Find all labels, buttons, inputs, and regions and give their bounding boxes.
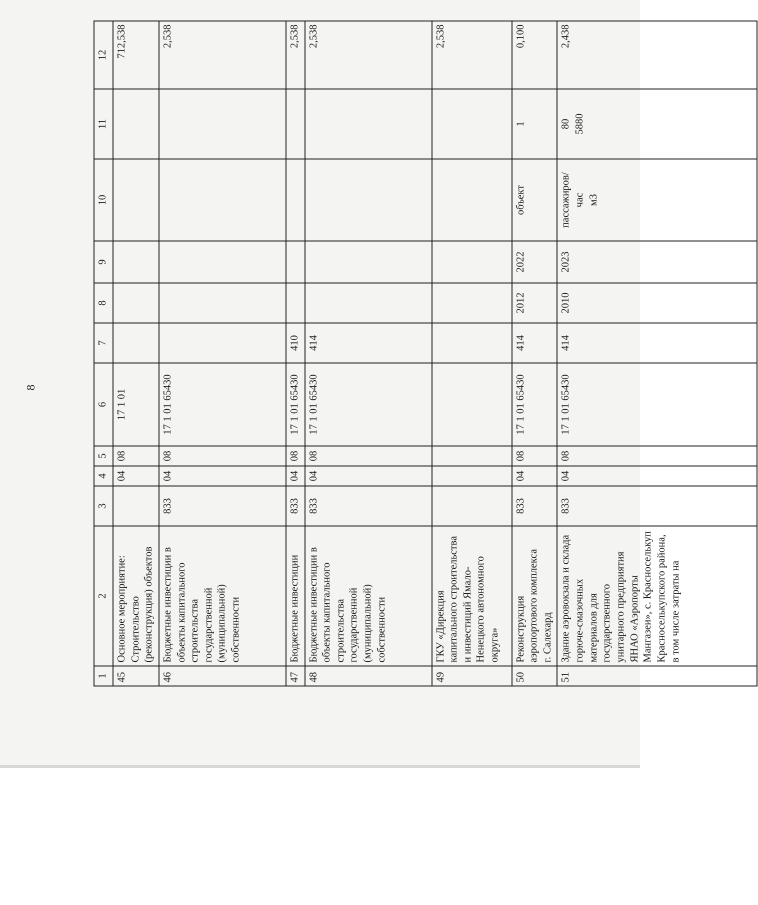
cell-line: Мангазеи», с. Красноселькуп xyxy=(642,531,654,663)
cell-line: пассажиров/ xyxy=(560,172,572,228)
target-article-cell: 17 1 01 xyxy=(113,363,159,446)
table-row xyxy=(512,21,558,686)
cell-line: ГКУ «Дирекция xyxy=(435,590,447,663)
amount-cell: 2,538 xyxy=(432,21,512,89)
cell-line: Бюджетные инвестиции xyxy=(289,554,301,663)
end-year-cell xyxy=(159,241,286,283)
cell-line: строительства xyxy=(335,598,347,663)
end-year-cell xyxy=(113,241,159,283)
header-cell: 12 xyxy=(94,21,113,89)
item-name-cell xyxy=(113,526,159,666)
header-cell: 6 xyxy=(94,363,113,446)
expense-type-cell xyxy=(159,323,286,363)
code-cell xyxy=(113,486,159,526)
amount-cell: 2,538 xyxy=(159,21,286,89)
code-cell: 833 xyxy=(286,486,305,526)
code-cell: 833 xyxy=(159,486,286,526)
cell-line: и инвестиций Ямало- xyxy=(462,566,474,663)
expense-type-cell: 410 xyxy=(286,323,305,363)
unit-cell xyxy=(557,159,757,241)
capacity-cell xyxy=(286,89,305,159)
cell-line: капитального строительства xyxy=(448,536,460,663)
subsection-cell: 08 xyxy=(512,446,558,466)
cell-line: Реконструкция xyxy=(515,595,527,663)
table-row xyxy=(113,21,159,686)
header-cell: 5 xyxy=(94,446,113,466)
subsection-cell xyxy=(432,446,512,466)
cell-line: собственности xyxy=(376,596,388,663)
subsection-cell: 08 xyxy=(286,446,305,466)
row-number-cell: 49 xyxy=(432,666,512,686)
item-name-cell xyxy=(512,526,558,666)
row-number-cell: 46 xyxy=(159,666,286,686)
item-name-cell xyxy=(286,526,305,666)
target-article-cell: 17 1 01 65430 xyxy=(305,363,432,446)
cell-line: м3 xyxy=(588,194,600,206)
cell-line: г. Салехард xyxy=(542,612,554,663)
amount-cell: 2,438 xyxy=(557,21,757,89)
item-name-cell xyxy=(557,526,757,666)
row-number-cell: 51 xyxy=(557,666,757,686)
cell-line: 5880 xyxy=(574,113,586,135)
target-article-cell: 17 1 01 65430 xyxy=(557,363,757,446)
unit-cell xyxy=(432,159,512,241)
amount-cell: 2,538 xyxy=(305,21,432,89)
page-number: 8 xyxy=(23,384,38,391)
expense-type-cell: 414 xyxy=(305,323,432,363)
item-name-cell xyxy=(305,526,432,666)
capacity-cell xyxy=(432,89,512,159)
amount-cell: 2,538 xyxy=(286,21,305,89)
cell-line: унитарного предприятия xyxy=(615,551,627,663)
cell-line: горюче-смазочных xyxy=(574,578,586,663)
subsection-cell: 08 xyxy=(305,446,432,466)
table-row xyxy=(159,21,286,686)
header-cell: 1 xyxy=(94,666,113,686)
target-article-cell: 17 1 01 65430 xyxy=(159,363,286,446)
unit-cell xyxy=(286,159,305,241)
amount-cell: 0,100 xyxy=(512,21,558,89)
section-cell: 04 xyxy=(305,466,432,486)
expense-type-cell xyxy=(113,323,159,363)
target-article-cell: 17 1 01 65430 xyxy=(512,363,558,446)
section-cell: 04 xyxy=(286,466,305,486)
unit-cell xyxy=(159,159,286,241)
row-number-cell: 50 xyxy=(512,666,558,686)
header-row xyxy=(94,21,113,686)
header-cell: 11 xyxy=(94,89,113,159)
investment-table xyxy=(94,21,758,687)
cell-line: Бюджетные инвестиции в xyxy=(308,547,320,663)
code-cell: 833 xyxy=(512,486,558,526)
cell-line: 1 xyxy=(515,121,527,127)
cell-line: час xyxy=(574,192,586,208)
cell-line: материалов для xyxy=(588,593,600,663)
cell-line: ЯНАО «Аэропорты xyxy=(629,575,641,663)
scan-edge xyxy=(0,765,640,768)
target-article-cell: 17 1 01 65430 xyxy=(286,363,305,446)
expense-type-cell: 414 xyxy=(512,323,558,363)
cell-line: государственной xyxy=(203,587,215,663)
header-cell: 2 xyxy=(94,526,113,666)
start-year-cell xyxy=(432,283,512,323)
start-year-cell xyxy=(286,283,305,323)
unit-cell xyxy=(512,159,558,241)
expense-type-cell: 414 xyxy=(557,323,757,363)
start-year-cell: 2012 xyxy=(512,283,558,323)
capacity-cell xyxy=(557,89,757,159)
cell-line: государственного xyxy=(601,583,613,663)
cell-line: строительства xyxy=(189,598,201,663)
header-cell: 7 xyxy=(94,323,113,363)
capacity-cell xyxy=(305,89,432,159)
cell-line: объект xyxy=(515,185,527,215)
code-cell xyxy=(432,486,512,526)
header-cell: 3 xyxy=(94,486,113,526)
start-year-cell xyxy=(305,283,432,323)
cell-line: объекты капитального xyxy=(176,562,188,663)
table-row xyxy=(305,21,432,686)
end-year-cell xyxy=(305,241,432,283)
cell-line: Строительство xyxy=(130,596,142,663)
table-row xyxy=(557,21,757,686)
start-year-cell xyxy=(159,283,286,323)
capacity-cell xyxy=(113,89,159,159)
cell-line: 80 xyxy=(560,118,572,130)
target-article-cell xyxy=(432,363,512,446)
subsection-cell: 08 xyxy=(557,446,757,466)
amount-cell: 712,538 xyxy=(113,21,159,89)
end-year-cell: 2022 xyxy=(512,241,558,283)
header-cell: 4 xyxy=(94,466,113,486)
item-name-cell xyxy=(432,526,512,666)
section-cell: 04 xyxy=(512,466,558,486)
code-cell: 833 xyxy=(557,486,757,526)
capacity-cell xyxy=(159,89,286,159)
cell-line: государственной xyxy=(348,587,360,663)
end-year-cell xyxy=(432,241,512,283)
section-cell: 04 xyxy=(557,466,757,486)
subsection-cell: 08 xyxy=(159,446,286,466)
rotated-table-wrapper xyxy=(94,22,682,687)
cell-line: Красноселькупского района, xyxy=(656,534,668,663)
row-number-cell: 48 xyxy=(305,666,432,686)
subsection-cell: 08 xyxy=(113,446,159,466)
unit-cell xyxy=(305,159,432,241)
cell-line: (реконструкция) объектов xyxy=(143,546,155,663)
cell-line: Бюджетные инвестиции в xyxy=(162,547,174,663)
cell-line: в том числе затраты на xyxy=(670,560,682,663)
cell-line: округа» xyxy=(489,627,501,663)
header-cell: 8 xyxy=(94,283,113,323)
cell-line: аэропортового комплекса xyxy=(528,549,540,663)
table-row xyxy=(432,21,512,686)
cell-line: Здание аэровокзала и склада xyxy=(560,534,572,663)
end-year-cell xyxy=(286,241,305,283)
start-year-cell: 2010 xyxy=(557,283,757,323)
item-name-cell xyxy=(159,526,286,666)
section-cell: 04 xyxy=(159,466,286,486)
header-cell: 9 xyxy=(94,241,113,283)
cell-line: (муниципальной) xyxy=(216,584,228,663)
row-number-cell: 47 xyxy=(286,666,305,686)
end-year-cell: 2023 xyxy=(557,241,757,283)
unit-cell xyxy=(113,159,159,241)
section-cell: 04 xyxy=(113,466,159,486)
table-row xyxy=(286,21,305,686)
expense-type-cell xyxy=(432,323,512,363)
cell-line: объекты капитального xyxy=(321,562,333,663)
header-cell: 10 xyxy=(94,159,113,241)
capacity-cell xyxy=(512,89,558,159)
section-cell xyxy=(432,466,512,486)
cell-line: (муниципальной) xyxy=(362,584,374,663)
cell-line: Основное мероприятие: xyxy=(116,555,128,663)
cell-line: Ненецкого автономного xyxy=(475,556,487,663)
code-cell: 833 xyxy=(305,486,432,526)
row-number-cell: 45 xyxy=(113,666,159,686)
cell-line: собственности xyxy=(230,596,242,663)
start-year-cell xyxy=(113,283,159,323)
